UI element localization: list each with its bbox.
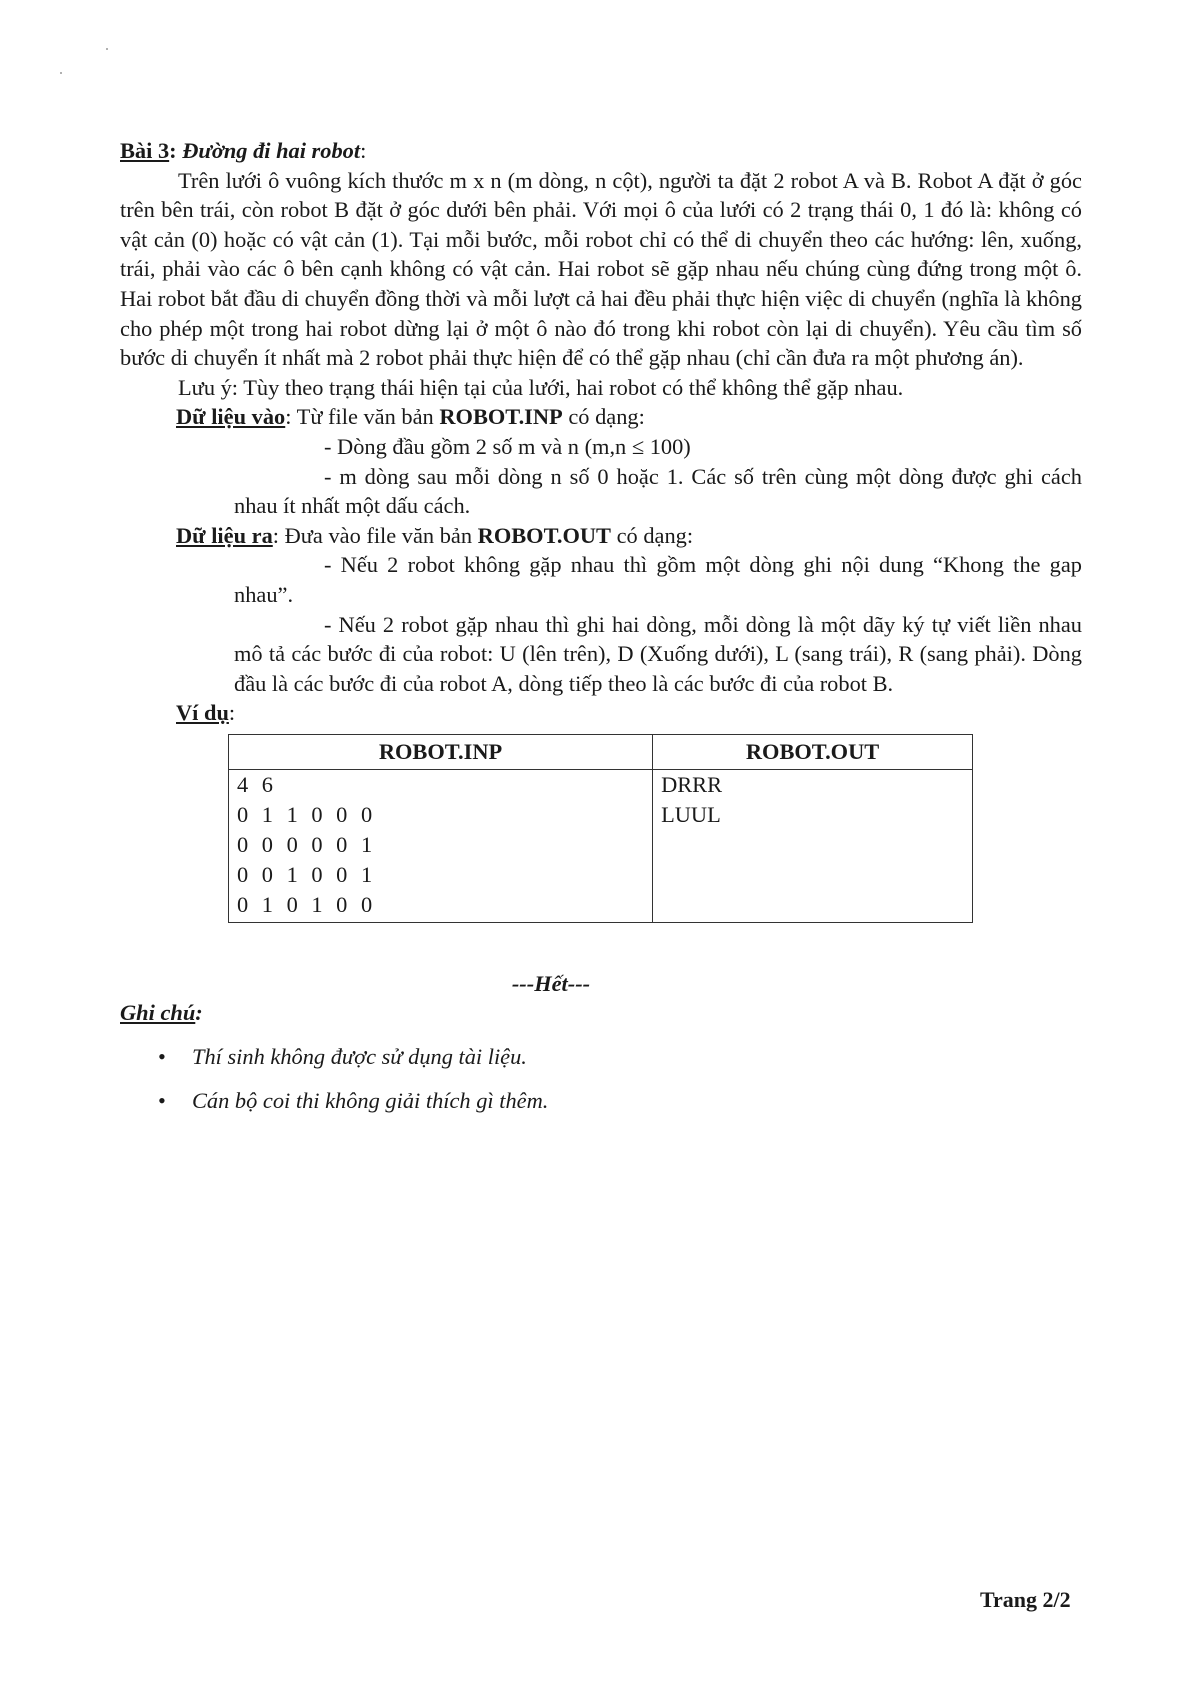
example-table-row — [229, 769, 973, 922]
page-number: Trang 2/2 — [980, 1587, 1071, 1612]
problem-label-colon: : — [169, 138, 177, 163]
input-line-2: - m dòng sau mỗi dòng n số 0 hoặc 1. Các số trên cùng một dòng được ghi cách nhau ít nhất một dấu cách. — [234, 463, 1082, 519]
input-line-1: - Dòng đầu gồm 2 số m và n (m,n ≤ 100) — [324, 433, 691, 459]
example-output-cell — [653, 769, 973, 922]
scan-speck — [106, 48, 108, 50]
example-colon: : — [228, 700, 236, 726]
example-table-header — [229, 734, 973, 769]
input-data-line: 0 0 0 0 0 1 — [237, 831, 377, 857]
scan-speck — [60, 72, 62, 74]
problem-name: Đường đi hai robot — [182, 138, 361, 163]
output-data-line: DRRR — [661, 771, 723, 797]
input-file: ROBOT.INP — [439, 404, 563, 430]
output-line-1: - Nếu 2 robot không gặp nhau thì gồm một dòng ghi nội dung “Khong the gap nhau”. — [234, 552, 1082, 607]
example-label: Ví dụ — [176, 700, 229, 726]
col-header-input: ROBOT.INP — [229, 734, 653, 769]
output-text-after: có dạng: — [610, 522, 694, 548]
output-line-2: - Nếu 2 robot gặp nhau thì ghi hai dòng, mỗi dòng là một dãy ký tự viết liền nhau mô tả các bước đi của robot: U (lên trên), D (Xuống dưới), L (sang trái), R (sang phải). Dòng đầu là các bước đi của robot A, dòng tiếp theo là các bước đi của robot B. — [234, 611, 1082, 696]
example-heading — [120, 698, 1082, 728]
output-heading — [120, 521, 1082, 551]
problem-intro: Trên lưới ô vuông kích thước m x n (m dòng, n cột), người ta đặt 2 robot A và B. Robot A đặt ở góc trên bên trái, còn robot B đặt ở góc dưới bên phải. Với mọi ô của lưới có 2 trạng thái 0, 1 đó là: không có vật cản (0) hoặc có vật cản (1). Tại mỗi bước, mỗi robot chỉ có thể di chuyển theo các hướng: lên, xuống, trái, phải vào các ô bên cạnh không có vật cản. Hai robot sẽ gặp nhau nếu chúng cùng đứng trong một ô. Hai robot bắt đầu di chuyển đồng thời và mỗi lượt cả hai đều phải thực hiện việc di chuyển (nghĩa là không cho phép một trong hai robot dừng lại ở một ô nào đó trong khi robot còn lại di chuyển). Yêu cầu tìm số bước di chuyển ít nhất mà 2 robot phải thực hiện để có thể gặp nhau (chỉ cần đưa ra một phương án). — [120, 167, 1082, 371]
problem-label: Bài 3 — [120, 138, 170, 163]
input-heading — [120, 402, 1082, 432]
notes-title: Ghi chú — [120, 1000, 196, 1026]
problem-note: Lưu ý: Tùy theo trạng thái hiện tại của lưới, hai robot có thể không thể gặp nhau. — [178, 374, 904, 400]
problem-title — [120, 136, 1082, 166]
list-item — [158, 1086, 1082, 1116]
notes-list — [120, 1042, 1082, 1115]
input-data-line: 4 6 — [237, 771, 277, 797]
note-text: Thí sinh không được sử dụng tài liệu. — [192, 1044, 527, 1070]
input-text-before: : Từ file văn bản — [285, 404, 440, 430]
bullet-icon: • — [158, 1087, 166, 1113]
list-item — [158, 1042, 1082, 1072]
exam-page — [120, 136, 1082, 1129]
input-text-after: có dạng: — [562, 404, 645, 430]
example-input-cell — [229, 769, 653, 922]
problem-name-colon: : — [360, 138, 367, 163]
output-text-before: : Đưa vào file văn bản — [272, 522, 478, 548]
example-table — [228, 734, 973, 923]
note-text: Cán bộ coi thi không giải thích gì thêm. — [192, 1087, 549, 1113]
input-data-line: 0 1 1 0 0 0 — [237, 801, 377, 827]
notes-heading — [120, 998, 1082, 1028]
input-label: Dữ liệu vào — [176, 404, 286, 430]
output-label: Dữ liệu ra — [176, 522, 273, 548]
output-file: ROBOT.OUT — [477, 522, 611, 548]
end-mark: ---Hết--- — [511, 970, 591, 996]
bullet-icon: • — [158, 1044, 166, 1070]
input-data-line: 0 1 0 1 0 0 — [237, 891, 377, 917]
notes-colon: : — [195, 1000, 203, 1026]
output-data-line: LUUL — [661, 801, 721, 827]
col-header-output: ROBOT.OUT — [653, 734, 973, 769]
input-data-line: 0 0 1 0 0 1 — [237, 861, 377, 887]
